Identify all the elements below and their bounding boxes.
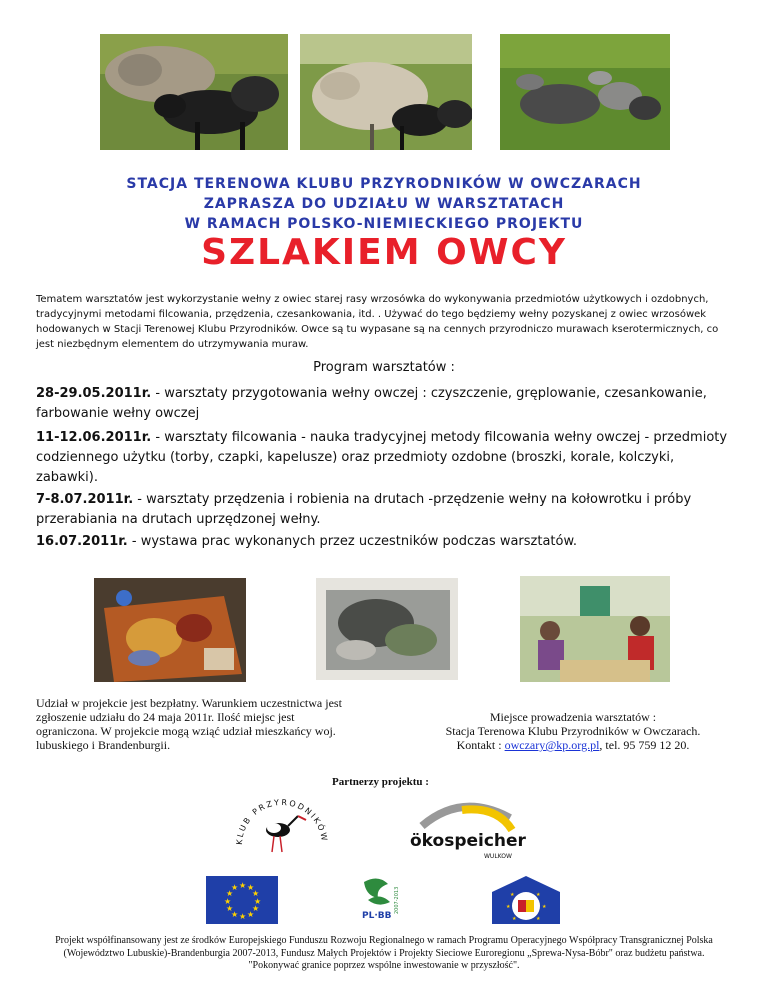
svg-text:★: ★ xyxy=(542,904,547,910)
svg-text:★: ★ xyxy=(510,892,515,898)
page-title: SZLAKIEM OWCY xyxy=(201,232,567,273)
svg-text:KLUB PRZYRODNIKÓW xyxy=(235,798,329,845)
eu-flag-logo xyxy=(206,876,278,924)
program-item-date: 11-12.06.2011r. xyxy=(36,430,152,445)
footer-line-2: (Województwo Lubuskie)-Brandenburgia 2007-2013, Fundusz Małych Projektów i Projekty Sieciowe Euroregionu „Sprewa-Nysa-Bóbr" oraz budżetu państwa. xyxy=(63,947,705,959)
program-item-text: - wystawa prac wykonanych przez uczestników podczas warsztatów. xyxy=(127,534,578,549)
header-line-1: STACJA TERENOWA KLUBU PRZYRODNIKÓW W OWCZARACH xyxy=(126,176,642,192)
photo-felting-work xyxy=(94,578,246,682)
venue-heading: Miejsce prowadzenia warsztatów : xyxy=(489,710,657,724)
plbb-text: PL·BB xyxy=(362,911,392,921)
svg-text:★: ★ xyxy=(506,904,511,910)
okospeicher-sub: WULKOW xyxy=(484,853,512,860)
photo-lambs xyxy=(100,34,288,150)
photo-grazing-flock xyxy=(500,34,670,150)
program-item-date: 16.07.2011r. xyxy=(36,534,128,549)
partners-heading: Partnerzy projektu : xyxy=(332,776,429,788)
svg-text:★: ★ xyxy=(247,883,255,892)
program-item xyxy=(36,384,736,424)
contact-suffix: , tel. 95 759 12 20. xyxy=(599,738,690,752)
klub-przyrodnikow-logo xyxy=(232,790,332,860)
header-line-3: W RAMACH POLSKO-NIEMIECKIEGO PROJEKTU xyxy=(184,216,584,232)
svg-text:★: ★ xyxy=(224,897,232,906)
photo-sheep-herd xyxy=(300,34,472,150)
svg-text:★: ★ xyxy=(239,912,247,921)
svg-text:★: ★ xyxy=(247,910,255,919)
program-item xyxy=(36,532,736,552)
program-item xyxy=(36,428,736,488)
program-item-date: 28-29.05.2011r. xyxy=(36,386,152,401)
photo-felt-picture xyxy=(316,578,458,680)
contact-prefix: Kontakt : xyxy=(456,738,505,752)
footer xyxy=(20,935,748,973)
svg-text:★: ★ xyxy=(226,904,234,913)
footer-line-3: "Pokonywać granice poprzez wspólne inwestowanie w przyszłość". xyxy=(248,960,520,971)
venue-block xyxy=(408,710,738,752)
program-item-text: - warsztaty przędzenia i robienia na drutach -przędzenie wełny na kołowrotku i próby przerabiania na drutach uprzędzonej wełny. xyxy=(36,492,692,527)
svg-text:★: ★ xyxy=(536,916,541,922)
venue-place: Stacja Terenowa Klubu Przyrodników w Owczarach. xyxy=(445,724,701,738)
svg-text:★: ★ xyxy=(231,883,239,892)
svg-text:★: ★ xyxy=(239,881,247,890)
venue-contact xyxy=(408,738,738,752)
program-item-text: - warsztaty przygotowania wełny owczej : czyszczenie, gręplowanie, czesankowanie, farbowanie wełny owczej xyxy=(36,386,707,421)
svg-text:★: ★ xyxy=(252,889,260,898)
plbb-years: 2007-2013 xyxy=(394,886,400,914)
svg-text:★: ★ xyxy=(536,892,541,898)
footer-line-1: Projekt współfinansowany jest ze środków Europejskiego Funduszu Rozwoju Regionalnego w ramach Programu Operacyjnego Współpracy Transgranicznej Polska xyxy=(55,935,713,946)
okospeicher-logo xyxy=(402,796,532,862)
intro-paragraph: Tematem warsztatów jest wykorzystanie wełny z owiec starej rasy wrzosówka do wykonywania przedmiotów użytkowych i ozdobnych, tradycyjnymi metodami filcowania, przędzenia, czesankowania, itd. . Używać do tego będziemy wełny pozyskanej z owiec wrzosówek hodowanych w Stacji Terenowej Klubu Przyrodników. Owce są tu wypasane są na cennych przyrodniczo murawach kserotermicznych, co jest niezbędnym elementem do utrzymywania muraw. xyxy=(36,294,719,350)
participation-note: Udział w projekcie jest bezpłatny. Warunkiem uczestnictwa jest zgłoszenie udziału do 24 maja 2011r. Ilość miejsc jest ograniczona. W projekcie mogą wziąć udział mieszkańcy woj. lubuskiego i Brandenburgii. xyxy=(36,696,342,752)
program-item xyxy=(36,490,736,530)
svg-text:★: ★ xyxy=(254,897,262,906)
photo-workshop-participants xyxy=(520,576,670,682)
okospeicher-name: ökospeicher xyxy=(410,831,526,851)
program-item-date: 7-8.07.2011r. xyxy=(36,492,134,507)
svg-text:★: ★ xyxy=(512,916,517,922)
program-item-text: - warsztaty filcowania - nauka tradycyjnej metody filcowania wełny owczej - przedmioty codziennego użytku (torby, czapki, kapelusze) oraz przedmioty ozdobne (broszki, korale, kolczyki, zabawki). xyxy=(36,430,728,485)
program-heading: Program warsztatów : xyxy=(313,360,455,375)
svg-text:★: ★ xyxy=(231,910,239,919)
svg-text:★: ★ xyxy=(252,904,260,913)
header-line-2: ZAPRASZA DO UDZIAŁU W WARSZTATACH xyxy=(203,196,565,212)
pl-bb-logo xyxy=(358,874,404,926)
email-link[interactable]: owczary@kp.org.pl xyxy=(504,738,600,752)
svg-text:★: ★ xyxy=(226,889,234,898)
klub-logo-text: KLUB PRZYRODNIKÓW xyxy=(234,797,330,846)
euroregion-logo xyxy=(490,874,562,926)
